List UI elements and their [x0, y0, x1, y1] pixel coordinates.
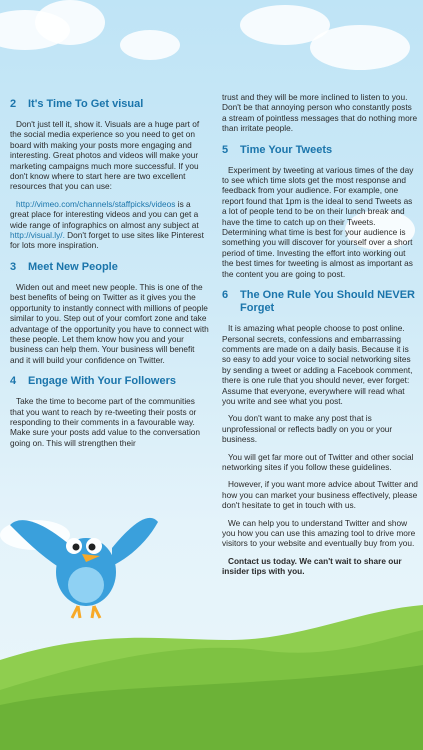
section-2-heading — [10, 98, 210, 111]
section-4-heading — [10, 375, 210, 388]
paragraph: Experiment by tweeting at various times of the day to see which time slots get the most response and feedback from your audience. For example, one report found that 1pm is the ideal to send Tweets as a lot of people tend to be on their lunch break and have the time to catch up on their Tweets. Determining what time is best for your audience is something you will discover for yourself over a short period of time. Investing the effort into working out the best times for tweeting is almost as important as the content you are going to post. — [222, 164, 414, 279]
section-title: Meet New People — [28, 260, 118, 273]
paragraph: We can help you to understand Twitter and show you how you can use this amazing tool to drive more visitors to your website and eventually buy from you. — [222, 517, 416, 549]
section-number: 6 — [222, 289, 229, 302]
section-5-heading — [222, 144, 418, 157]
bird-feet — [72, 606, 100, 618]
paragraph: Widen out and meet new people. This is one of the best benefits of being on Twitter as it gives you the opportunity to instantly connect with millions of people similar to you. Step out of your comfort zone and take advantage of the opportunity you have to connect with these people. Let them know how you and your business can help them. Your business will benefit and it will build your confidence on Twitter. — [10, 281, 209, 365]
paragraph: Don't just tell it, show it. Visuals are a huge part of the social media experience so you need to get on board with making your posts more engaging and interesting. Great photos and videos will make your marketing campaigns much more successful. If you don't know where to start here are two excellent resources that you can use: — [10, 119, 200, 192]
closing-call-to-action: Contact us today. We can't wait to share our insider tips with you. — [222, 555, 402, 577]
section-title: The One Rule You Should NEVER Forget — [240, 289, 415, 315]
visually-link[interactable]: http://visual.ly/. — [10, 230, 65, 241]
section-number: 5 — [222, 143, 229, 156]
section-3-heading — [10, 261, 210, 274]
section-title: Engage With Your Followers — [28, 375, 177, 388]
left-column — [10, 98, 210, 455]
section-number: 2 — [10, 98, 17, 110]
paragraph: You will get far more out of Twitter and other social networking sites if you follow these guidelines. — [222, 451, 414, 472]
bird-belly — [68, 567, 104, 603]
text: is a great place for interesting videos and you can get a wide range of infographics on almost any subject at — [10, 198, 199, 230]
vimeo-link[interactable]: http://vimeo.com/channels/staffpicks/videos — [16, 198, 176, 209]
section-title: It's Time To Get visual — [28, 98, 144, 110]
bird-right-wing — [112, 518, 158, 566]
paragraph-continued: trust and they will be more inclined to listen to you. Don't be that annoying person who constantly posts a stream of pointless messages that do nothing more than irritate people. — [222, 92, 418, 134]
paragraph: However, if you want more advice about Twitter and how you can market your business effectively, please don't hesitate to get in touch with us. — [222, 479, 418, 511]
text: Don't forget to use sites like Pinterest for lots more inspiration. — [10, 230, 204, 251]
section-number: 3 — [10, 260, 17, 273]
section-title: Time Your Tweets — [240, 143, 333, 156]
section-number: 4 — [10, 375, 17, 388]
paragraph: It is amazing what people choose to post online. Personal secrets, confessions and embarrassing comments are made on a daily basis. Because it is so easy to add your voice to social networking sites by sending a tweet or adding a Facebook comment, there is one rule that you should never, ever forget: Assume that everyone, everywhere will read what you write and see what you post. — [222, 323, 413, 406]
paragraph-with-links — [10, 199, 210, 251]
right-column — [222, 92, 418, 584]
twitter-bird-icon — [10, 518, 158, 618]
paragraph: You don't want to make any post that is unprofessional or reflects badly on you or your business. — [222, 413, 393, 445]
section-6-heading — [222, 289, 418, 315]
paragraph: Take the time to become part of the communities that you want to reach by re-tweeting their posts or responding to their comments in a favourable way. Make sure your posts add value to the conversation going on. This will strengthen their — [10, 396, 201, 448]
